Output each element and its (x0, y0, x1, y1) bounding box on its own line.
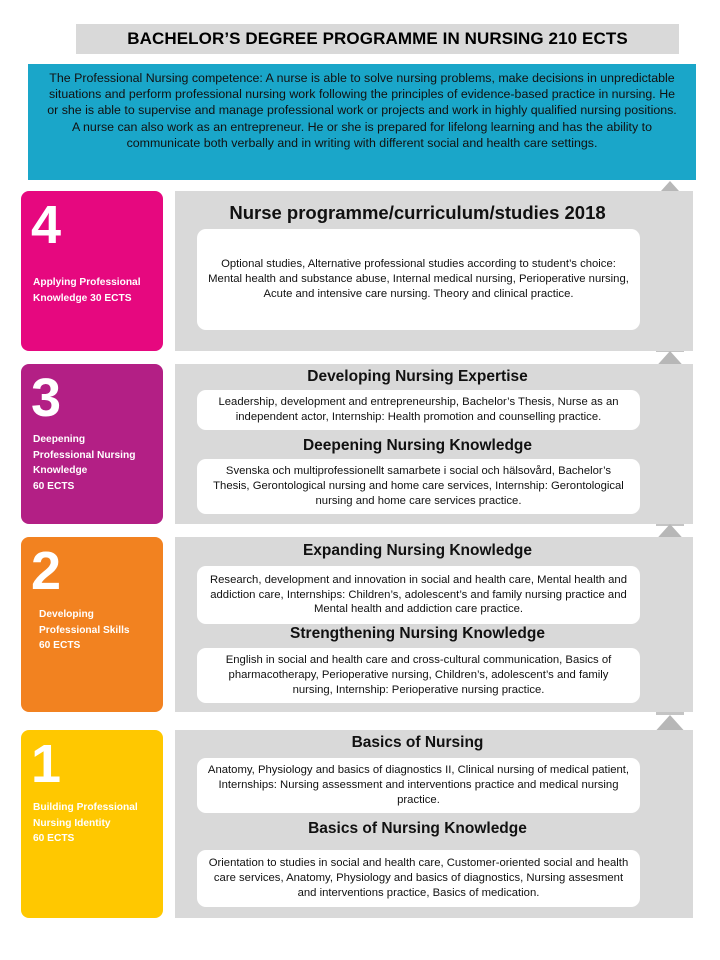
level-4-label: Applying Professional Knowledge 30 ECTS (33, 277, 141, 304)
level-2-box (21, 537, 163, 712)
level-4-heading: Nurse programme/curriculum/studies 2018 (229, 202, 606, 223)
level-2-content-1: Research, development and innovation in social and health care, Mental health and addiction care, Internships: Children’s, adolescent’s and family nursing practice and Mental health and addiction care practice. (197, 566, 640, 624)
level-2-content-2: English in social and health care and cross-cultural communication, Basics of pharmacotherapy, Perioperative nursing, Children’s, adolescent’s and family nursing, Internship: Perioperative nursing practice. (197, 648, 640, 703)
competence-statement: The Professional Nursing competence: A nurse is able to solve nursing problems, make decisions in unpredictable situations and perform professional nursing work following the principles of evidence-based practice in nursing. He or she is able to supervise and manage professional work or projects and work in highly qualified nursing positions. A nurse can also work as an entrepreneur. He or she is prepared for lifelong learning and has the ability to communicate both verbally and in writing with different social and health care settings. (28, 64, 696, 180)
level-1-number: 1 (31, 734, 62, 794)
level-2-label: Developing Professional Skills 60 ECTS (39, 609, 130, 651)
level-3-box (21, 364, 163, 524)
level-4-content: Optional studies, Alternative professional studies according to student’s choice: Mental health and substance abuse, Internal medical nursing, Perioperative nursing, Acute and intensive care nursing. Theory and clinical practice. (197, 229, 640, 330)
level-3-content-2: Svenska och multiprofessionellt samarbete i social och hälsovård, Bachelor’s Thesis, Gerontological nursing and home care services, Internship: Gerontological nursing and home care services practice. (197, 459, 640, 514)
level-1-box (21, 730, 163, 918)
level-2-heading-1: Expanding Nursing Knowledge (302, 542, 533, 559)
level-4-box (21, 191, 163, 351)
level-1-content-2: Orientation to studies in social and health care, Customer-oriented social and health care services, Anatomy, Physiology and basics of diagnostics, Nursing assesment and interventions practice, Basics of medication. (197, 850, 640, 907)
level-3-number: 3 (31, 368, 62, 428)
level-2-number: 2 (31, 541, 62, 601)
level-3-heading-2: Deepening Nursing Knowledge (302, 437, 533, 454)
level-3-content-1: Leadership, development and entrepreneurship, Bachelor’s Thesis, Nurse as an independent actor, Internship: Health promotion and counselling practice. (197, 390, 640, 430)
level-1-heading-2: Basics of Nursing Knowledge (308, 820, 527, 837)
level-3-heading-1: Developing Nursing Expertise (307, 368, 528, 385)
page-title: BACHELOR’S DEGREE PROGRAMME IN NURSING 210 ECTS (76, 24, 679, 54)
level-2-heading-2: Strengthening Nursing Knowledge (290, 625, 545, 642)
level-1-heading-1: Basics of Nursing (351, 734, 484, 751)
level-1-label: Building Professional Nursing Identity 60 ECTS (33, 802, 138, 844)
level-4-number: 4 (31, 195, 62, 255)
level-1-content-1: Anatomy, Physiology and basics of diagnostics II, Clinical nursing of medical patient, Internships: Nursing assessment and interventions practice and medical nursing practice. (197, 758, 640, 813)
level-3-label: Deepening Professional Nursing Knowledge 60 ECTS (33, 434, 136, 492)
